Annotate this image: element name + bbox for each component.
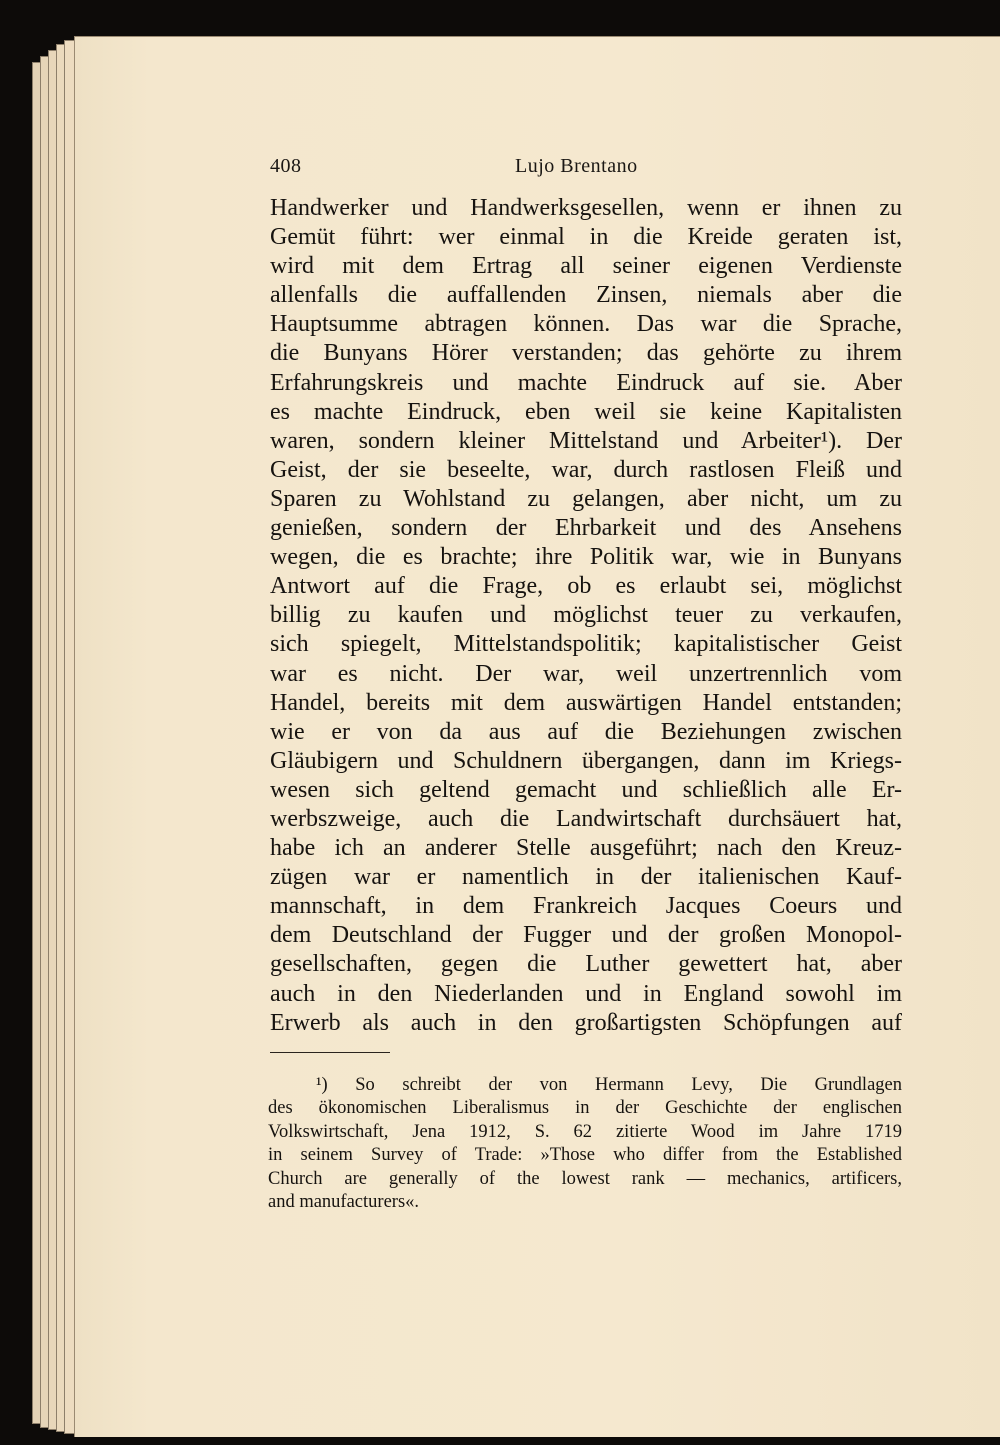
text-line: Sparen zu Wohlstand zu gelangen, aber nicht, um zu	[270, 485, 902, 512]
text-line: dem Deutschland der Fugger und der großen Monopol-	[270, 922, 902, 949]
text-line: habe ich an anderer Stelle ausgeführt; nach den Kreuz-	[270, 835, 902, 862]
text-line: wie er von da aus auf die Beziehungen zwischen	[270, 718, 902, 745]
text-line: Hauptsumme abtragen können. Das war die Sprache,	[270, 311, 902, 338]
footnote-divider	[270, 1052, 390, 1053]
footnote-line: and manufacturers«.	[268, 1191, 420, 1212]
body-text	[270, 194, 902, 1038]
text-line: Erwerb als auch in den großartigsten Schöpfungen auf	[270, 1009, 902, 1036]
text-line: sich spiegelt, Mittelstandspolitik; kapitalistischer Geist	[270, 631, 902, 658]
footnote-line: ¹) So schreibt der von Hermann Levy, Die Grundlagen	[316, 1075, 902, 1095]
text-line: Geist, der sie beseelte, war, durch rastlosen Fleiß und	[270, 456, 902, 483]
text-line: Handel, bereits mit dem auswärtigen Handel entstanden;	[270, 689, 902, 716]
footnote-line: in seinem Survey of Trade: »Those who differ from the Established	[268, 1145, 902, 1166]
text-line: auch in den Niederlanden und in England sowohl im	[270, 980, 902, 1007]
text-line: wegen, die es brachte; ihre Politik war, wie in Bunyans	[270, 544, 902, 571]
text-line: Gläubigern und Schuldnern übergangen, dann im Kriegs-	[270, 747, 902, 774]
footnote-line: Church are generally of the lowest rank — mechanics, artificers,	[268, 1168, 902, 1189]
text-line: die Bunyans Hörer verstanden; das gehörte zu ihrem	[270, 340, 902, 367]
footnote-line: Volkswirtschaft, Jena 1912, S. 62 zitierte Wood im Jahre 1719	[268, 1121, 902, 1142]
text-line: zügen war er namentlich in der italienischen Kauf-	[270, 864, 902, 891]
running-head: Lujo Brentano	[515, 155, 638, 177]
text-line: wird mit dem Ertrag all seiner eigenen Verdienste	[270, 253, 902, 280]
text-line: Gemüt führt: wer einmal in die Kreide geraten ist,	[270, 224, 902, 251]
text-line: wesen sich geltend gemacht und schließlich alle Er-	[270, 776, 902, 803]
page-number: 408	[270, 155, 302, 177]
text-line: Erfahrungskreis und machte Eindruck auf sie. Aber	[270, 369, 902, 396]
footnote	[268, 1074, 902, 1214]
text-line: es machte Eindruck, eben weil sie keine Kapitalisten	[270, 398, 902, 425]
text-line: gesellschaften, gegen die Luther gewettert hat, aber	[270, 951, 902, 978]
text-line: waren, sondern kleiner Mittelstand und Arbeiter¹). Der	[270, 427, 902, 454]
footnote-line: des ökonomischen Liberalismus in der Geschichte der englischen	[268, 1098, 902, 1119]
text-line: billig zu kaufen und möglichst teuer zu verkaufen,	[270, 602, 902, 629]
page-header	[270, 155, 910, 185]
text-line: Handwerker und Handwerksgesellen, wenn er ihnen zu	[270, 195, 902, 221]
text-line: genießen, sondern der Ehrbarkeit und des Ansehens	[270, 515, 902, 542]
text-line: war es nicht. Der war, weil unzertrennlich vom	[270, 660, 902, 687]
text-line: werbszweige, auch die Landwirtschaft durchsäuert hat,	[270, 805, 902, 832]
text-line: Antwort auf die Frage, ob es erlaubt sei, möglichst	[270, 573, 902, 600]
text-line: allenfalls die auffallenden Zinsen, niemals aber die	[270, 282, 902, 309]
text-line: mannschaft, in dem Frankreich Jacques Coeurs und	[270, 893, 902, 920]
